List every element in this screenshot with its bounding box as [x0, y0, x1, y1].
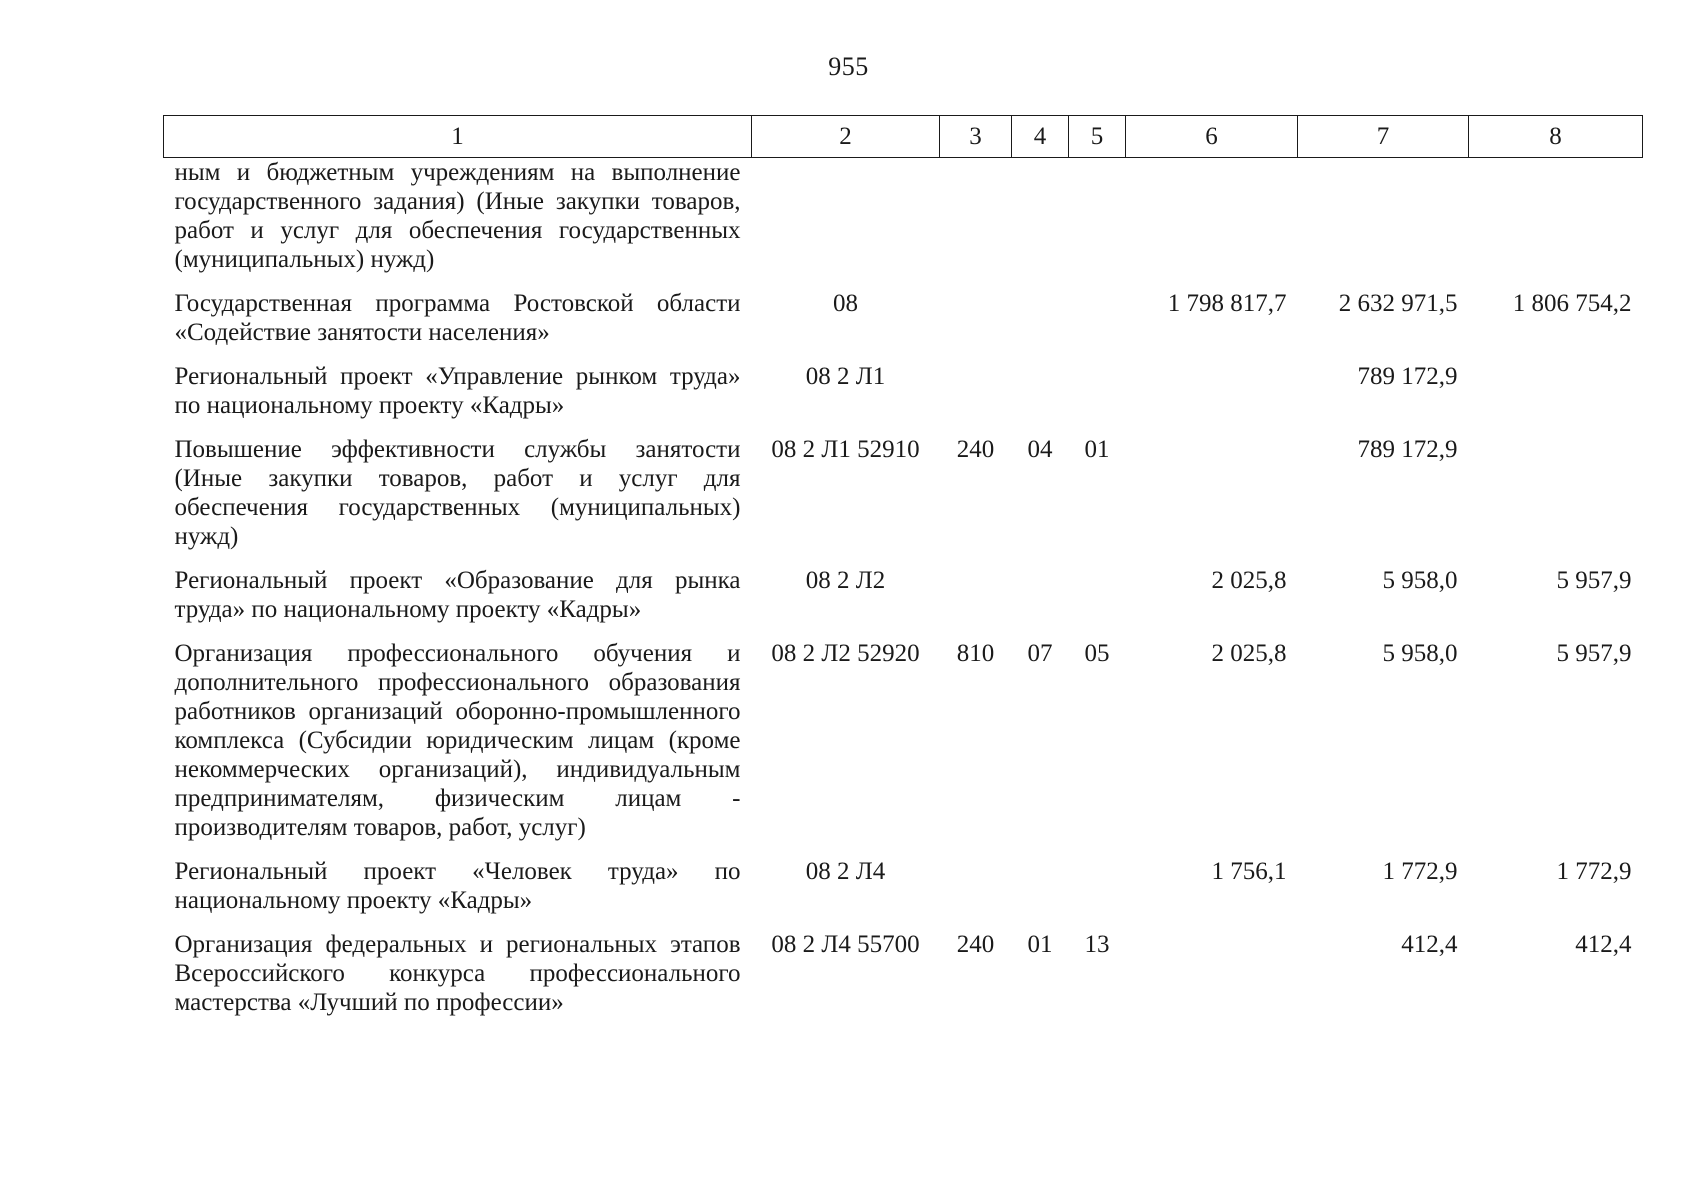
row-section: [1012, 855, 1069, 928]
row-amount-year-1: 2 025,8: [1211, 567, 1287, 594]
header-cell-amount-year-2: 7: [1298, 116, 1469, 158]
row-subsection: 05: [1084, 640, 1110, 667]
row-subsection: [1069, 287, 1126, 360]
row-amount-year-3: [1469, 360, 1643, 433]
row-expense-type: 240: [956, 931, 995, 958]
row-target-item: 08 2 Л4: [805, 858, 886, 885]
row-amount-year-1: 1 798 817,7: [1167, 290, 1287, 317]
row-section: [1012, 564, 1069, 637]
row-expense-type: [940, 564, 1012, 637]
table-row: [164, 360, 1643, 433]
row-section: 07: [1027, 640, 1053, 667]
row-amount-year-2: 1 772,9: [1382, 858, 1458, 885]
header-cell-expense-type: 3: [940, 116, 1012, 158]
row-description: ным и бюджетным учреждениям на выполнение государственного задания) (Иные закупки товаров, работ и услуг для обеспечения государственных (муниципальных) нужд): [174, 159, 741, 273]
row-subsection: 01: [1084, 436, 1110, 463]
header-cell-description: 1: [164, 116, 752, 158]
row-description: Региональный проект «Человек труда» по национальному проекту «Кадры»: [174, 858, 741, 914]
row-target-item: 08 2 Л1 52910: [771, 436, 920, 463]
row-amount-year-3: [1469, 158, 1643, 288]
row-target-item: [752, 158, 940, 288]
row-amount-year-2: 412,4: [1401, 931, 1458, 958]
table-header: [164, 116, 1643, 158]
row-amount-year-3: 5 957,9: [1556, 640, 1632, 667]
row-target-item: 08: [833, 290, 858, 317]
row-amount-year-1: [1126, 360, 1298, 433]
row-section: 04: [1027, 436, 1053, 463]
row-target-item: 08 2 Л2: [805, 567, 886, 594]
budget-table: [163, 115, 1643, 1030]
row-expense-type: 810: [956, 640, 995, 667]
row-amount-year-1: [1126, 158, 1298, 288]
row-target-item: 08 2 Л2 52920: [771, 640, 920, 667]
table-row: [164, 158, 1643, 288]
row-amount-year-3: 1 772,9: [1556, 858, 1632, 885]
row-expense-type: 240: [956, 436, 995, 463]
table-body: [164, 158, 1643, 1031]
row-expense-type: [940, 360, 1012, 433]
row-subsection: [1069, 360, 1126, 433]
row-amount-year-2: 2 632 971,5: [1338, 290, 1458, 317]
row-description: Организация профессионального обучения и дополнительного профессионального образования работников организаций оборонно-промышленного комплекса (Субсидии юридическим лицам (кроме некоммерческих организаций), индивидуальным предпринимателям, физическим лицам - производителям товаров, работ, услуг): [174, 640, 741, 841]
table-row: [164, 855, 1643, 928]
row-amount-year-2: 789 172,9: [1357, 363, 1458, 390]
row-subsection: [1069, 564, 1126, 637]
row-subsection: 13: [1084, 931, 1110, 958]
row-amount-year-1: [1126, 433, 1298, 564]
row-amount-year-2: 789 172,9: [1357, 436, 1458, 463]
row-amount-year-2: [1298, 158, 1469, 288]
row-amount-year-3: 1 806 754,2: [1512, 290, 1632, 317]
table-row: [164, 637, 1643, 855]
header-row: [164, 116, 1643, 158]
row-section: 01: [1027, 931, 1053, 958]
row-description: Региональный проект «Управление рынком труда» по национальному проекту «Кадры»: [174, 363, 741, 419]
table-row: [164, 433, 1643, 564]
header-cell-target-item: 2: [752, 116, 940, 158]
row-description: Государственная программа Ростовской области «Содействие занятости населения»: [174, 290, 741, 346]
table-row: [164, 287, 1643, 360]
header-cell-amount-year-3: 8: [1469, 116, 1643, 158]
table-row: [164, 928, 1643, 1030]
row-amount-year-1: [1126, 928, 1298, 1030]
row-section: [1012, 287, 1069, 360]
row-target-item: 08 2 Л4 55700: [771, 931, 920, 958]
row-amount-year-2: 5 958,0: [1382, 567, 1458, 594]
row-amount-year-3: 5 957,9: [1556, 567, 1632, 594]
row-target-item: 08 2 Л1: [805, 363, 886, 390]
row-section: [1012, 360, 1069, 433]
header-cell-section: 4: [1012, 116, 1069, 158]
header-cell-subsection: 5: [1069, 116, 1126, 158]
row-expense-type: [940, 158, 1012, 288]
table-row: [164, 564, 1643, 637]
row-expense-type: [940, 287, 1012, 360]
header-cell-amount-year-1: 6: [1126, 116, 1298, 158]
row-description: Повышение эффективности службы занятости (Иные закупки товаров, работ и услуг для обеспечения государственных (муниципальных) нужд): [174, 436, 741, 550]
page-number: 955: [828, 52, 869, 81]
row-amount-year-1: 2 025,8: [1211, 640, 1287, 667]
row-section: [1012, 158, 1069, 288]
row-expense-type: [940, 855, 1012, 928]
row-subsection: [1069, 158, 1126, 288]
row-description: Организация федеральных и региональных этапов Всероссийского конкурса профессионального мастерства «Лучший по профессии»: [174, 931, 741, 1016]
row-subsection: [1069, 855, 1126, 928]
row-amount-year-3: [1469, 433, 1643, 564]
row-amount-year-2: 5 958,0: [1382, 640, 1458, 667]
row-amount-year-1: 1 756,1: [1211, 858, 1287, 885]
row-description: Региональный проект «Образование для рынка труда» по национальному проекту «Кадры»: [174, 567, 741, 623]
row-amount-year-3: 412,4: [1575, 931, 1632, 958]
